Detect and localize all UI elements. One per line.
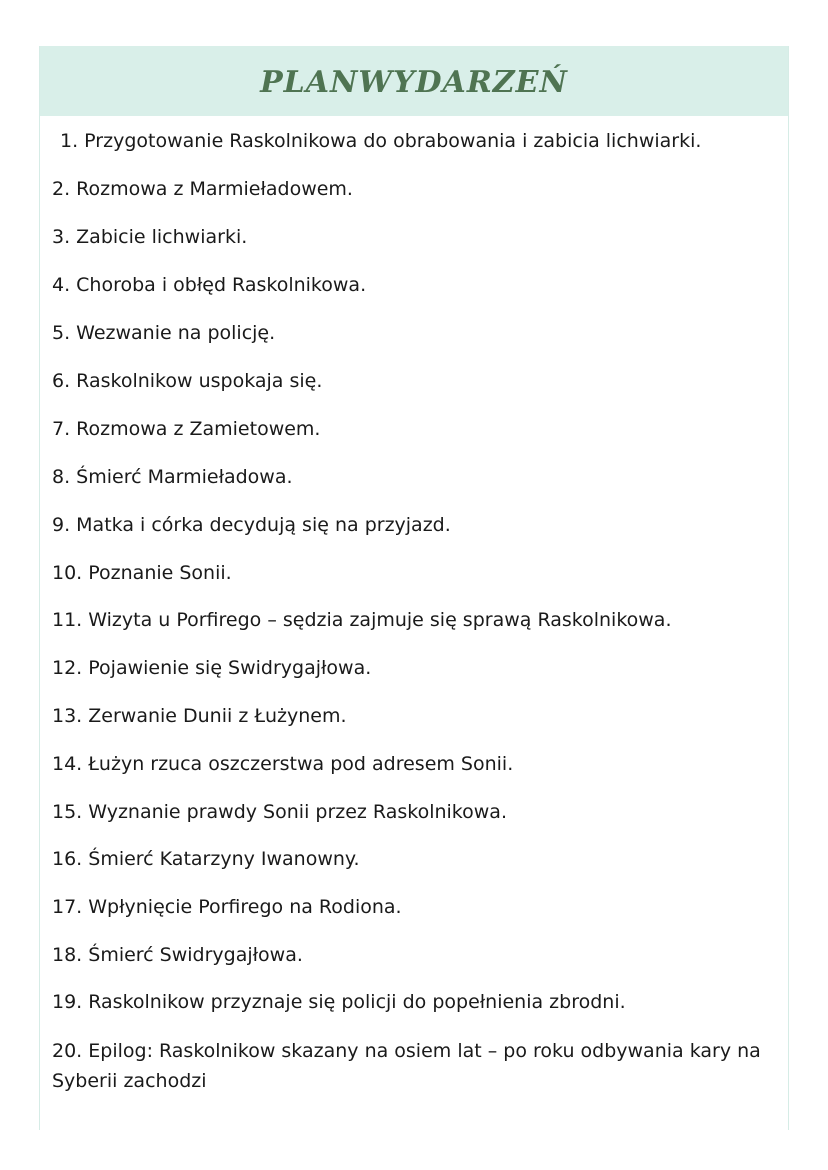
title-banner [40,46,788,116]
event-item-7: 7. Rozmowa z Zamietowem. [52,418,321,440]
event-item-12: 12. Pojawienie się Swidrygajłowa. [52,657,372,679]
event-item-2: 2. Rozmowa z Marmieładowem. [52,178,353,200]
event-item-3: 3. Zabicie lichwiarki. [52,226,248,248]
event-item-20: 20. Epilog: Raskolnikow skazany na osiem lat – po roku odbywania kary na Syberii zachodzi [52,1040,761,1092]
event-item-18: 18. Śmierć Swidrygajłowa. [52,944,303,966]
event-item-11: 11. Wizyta u Porfirego – sędzia zajmuje się sprawą Raskolnikowa. [52,609,672,631]
event-item-10: 10. Poznanie Sonii. [52,562,232,584]
event-item-4: 4. Choroba i obłęd Raskolnikowa. [52,274,367,296]
event-item-16: 16. Śmierć Katarzyny Iwanowny. [52,848,360,870]
event-item-9: 9. Matka i córka decydują się na przyjazd. [52,514,451,536]
event-item-1: 1. Przygotowanie Raskolnikowa do obrabowania i zabicia lichwiarki. [60,130,702,152]
event-item-14: 14. Łużyn rzuca oszczerstwa pod adresem Sonii. [52,753,514,775]
event-item-19: 19. Raskolnikow przyznaje się policji do popełnienia zbrodni. [52,991,626,1013]
event-item-6: 6. Raskolnikow uspokaja się. [52,370,323,392]
event-item-5: 5. Wezwanie na policję. [52,322,276,344]
event-item-17: 17. Wpłynięcie Porfirego na Rodiona. [52,896,402,918]
event-item-15: 15. Wyznanie prawdy Sonii przez Raskolnikowa. [52,801,507,823]
event-item-13: 13. Zerwanie Dunii z Łużynem. [52,705,347,727]
page-title: PLANWYDARZEŃ [260,64,568,100]
event-item-8: 8. Śmierć Marmieładowa. [52,466,293,488]
